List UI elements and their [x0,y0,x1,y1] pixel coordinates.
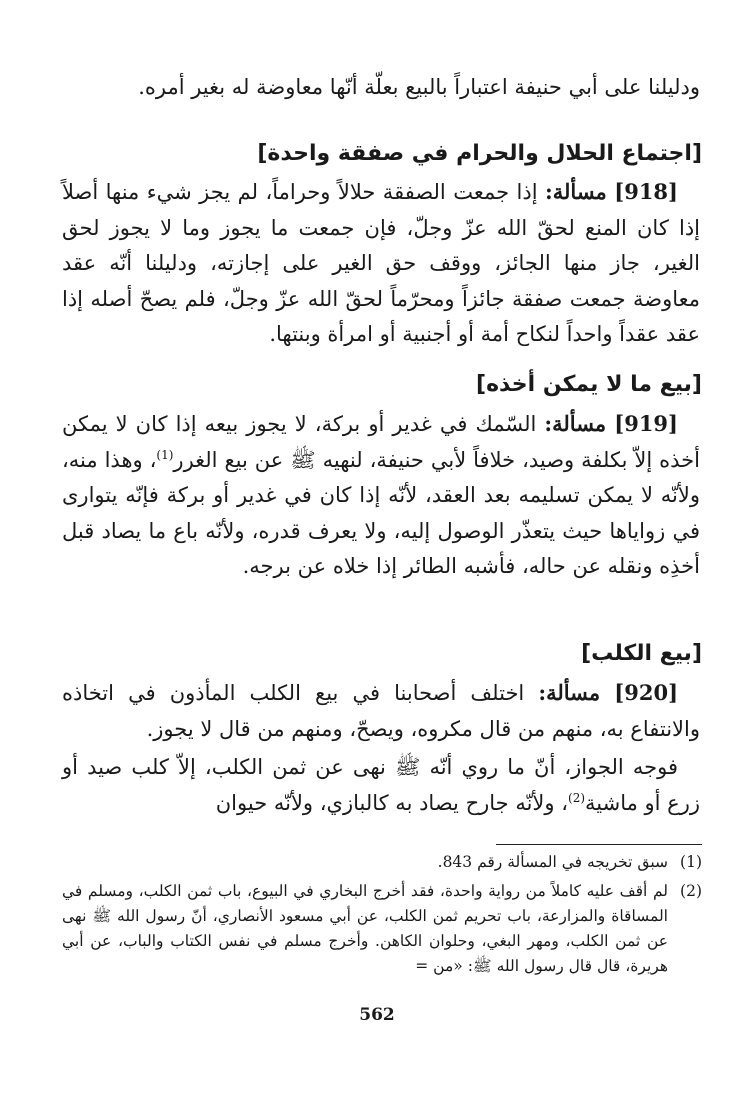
footnote-number: (1) [680,853,702,871]
section-heading-918: [اجتماع الحلال والحرام في صفقة واحدة] [257,141,702,166]
page-number: 562 [359,1005,395,1025]
issue-label: مسألة: [538,680,601,705]
issue-text: فوجه الجواز، أنّ ما روي أنّه ﷺ نهى عن ثمن الكلب، إلاّ كلب صيد أو زرع أو ماشية [62,755,700,815]
paragraph-918 [62,174,700,353]
footnote-ref-1[interactable]: (1) [156,447,174,462]
footnote-ref-2[interactable]: (2) [568,790,586,805]
issue-text-cont: ، ولأنّه جارح يصاد به كالبازي، ولأنّه حيوان [215,790,568,815]
footnote-1 [62,850,702,875]
footnote-number: (2) [680,882,702,900]
footnote-text: سبق تخريجه في المسألة رقم 843. [437,853,668,871]
issue-text: إذا جمعت الصفقة حلالاً وحراماً، لم يجز شيء منها أصلاً إذا كان المنع لحقّ الله عزّ وجلّ، فإن جمعت ما يجوز وما لا يجوز لحق الغير، جاز منها الجائز، ووقف حق الغير على إجازته، ودليلنا أنّه عقد معاوضة جمعت صفقة جائزاً ومحرّماً لحقّ الله عزّ وجلّ، فلم يصحّ أصله إذا عقد عقداً واحداً لنكاح أمة أو أجنبية أو امرأة وبنتها. [62,180,700,346]
footnote-2 [62,879,702,979]
issue-label: مسألة: [545,179,607,204]
paragraph-920 [62,675,700,747]
issue-number: [919] [614,411,678,436]
section-heading-919: [بيع ما لا يمكن أخذه] [476,372,702,397]
intro-line: ودليلنا على أبي حنيفة اعتباراً بالبيع بعلّة أنّها معاوضة له بغير أمره. [138,75,700,99]
paragraph-919 [62,406,700,585]
footnote-divider [496,844,702,845]
section-heading-920: [بيع الكلب] [581,641,702,666]
footnotes [62,850,702,979]
issue-label: مسألة: [544,411,607,436]
paragraph-920-cont [62,750,700,821]
issue-text-cont: ، وهذا منه، ولأنّه لا يمكن تسليمه بعد العقد، لأنّه إذا كان في غدير أو بركة فإنّه يتوارى في زواياها حيث يتعذّر الوصول إليه، ولا يعرف قدره، ولأنّه باع ما يصاد قبل أخذِه ونقله عن حاله، فأشبه الطائر إذا خلاه عن برجه. [62,447,700,578]
issue-text: السّمك في غدير أو بركة، لا يجوز بيعه إذا كان لا يمكن أخذه إلاّ بكلفة وصيد، خلافاً لأبي حنيفة، لنهيه ﷺ عن بيع الغرر [62,412,700,472]
issue-number: [918] [614,179,678,204]
issue-text: اختلف أصحابنا في بيع الكلب المأذون في اتخاذه والانتفاع به، منهم من قال مكروه، ويصحّ، ومنهم من قال لا يجوز. [62,681,700,741]
footnote-text: لم أقف عليه كاملاً من رواية واحدة، فقد أخرج البخاري في البيوع، باب ثمن الكلب، ومسلم في المساقاة والمزارعة، باب تحريم ثمن الكلب، عن أبي مسعود الأنصاري، أنّ رسول الله ﷺ نهى عن ثمن الكلب، ومهر البغي، وحلوان الكاهن. وأخرج مسلم في نفس الكتاب والباب، عن أبي هريرة، قال قال رسول الله ﷺ: «من = [62,882,668,975]
issue-number: [920] [614,680,678,705]
